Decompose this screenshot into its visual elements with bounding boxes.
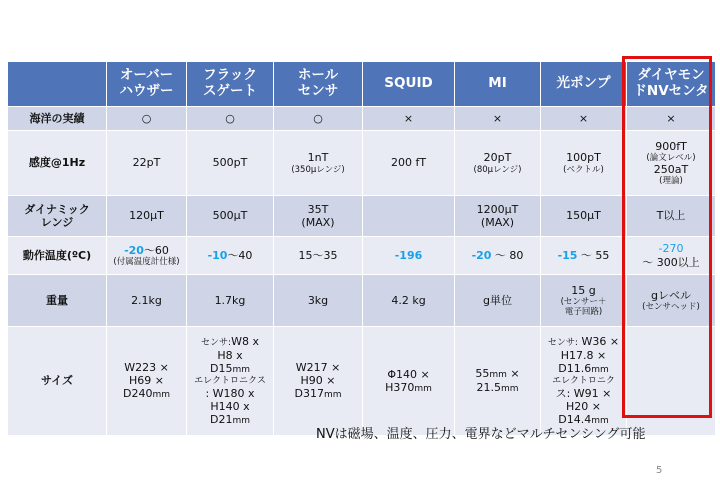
cell-value: Φ140 × H370mm [363,327,455,436]
cell-value: 150μT [541,196,627,237]
header-mi: MI [455,62,541,107]
cell-value: 1nT (350μレンジ) [274,131,363,196]
row-operating-temperature [8,237,716,275]
header-diamond-nv: ダイヤモン ドNVセンタ [627,62,716,107]
cell-value [363,196,455,237]
row-dynamic-range [8,196,716,237]
cell-value: 22pT [107,131,187,196]
cell-value: 900fT (論文レベル) 250aT (理論) [627,131,716,196]
cell-value: 1.7kg [187,275,274,327]
cell-value: 4.2 kg [363,275,455,327]
page-number: 5 [656,465,663,476]
row-label: 海洋の実績 [8,107,107,131]
row-ocean-record [8,107,716,131]
cell-value: 200 fT [363,131,455,196]
cell-value: -10〜40 [187,237,274,275]
header-overhauser: オーバー ハウザー [107,62,187,107]
row-sensitivity [8,131,716,196]
row-label: 重量 [8,275,107,327]
cell-value: 15 g (センサー＋ 電子回路) [541,275,627,327]
row-size [8,327,716,436]
cell-value: 3kg [274,275,363,327]
cell-value: 500μT [187,196,274,237]
cell-value: -196 [363,237,455,275]
cell-value: -20 〜 80 [455,237,541,275]
comparison-table [7,61,716,436]
cell-value: W223 × H69 × D240mm [107,327,187,436]
cell-value: -270 〜 300以上 [627,237,716,275]
header-fluxgate: フラック スゲート [187,62,274,107]
header-squid: SQUID [363,62,455,107]
cell-value: 15〜35 [274,237,363,275]
header-hall-sensor: ホール センサ [274,62,363,107]
cell-value: 2.1kg [107,275,187,327]
header-corner [8,62,107,107]
cell-value: ○ [107,107,187,131]
cell-value: センサ:W8 x H8 x D15mm エレクトロニクス : W180 x H140 x D21mm [187,327,274,436]
cell-value: 1200μT (MAX) [455,196,541,237]
cell-value: 500pT [187,131,274,196]
row-label: ダイナミック レンジ [8,196,107,237]
cell-value: gレベル (センサヘッド) [627,275,716,327]
cell-value: ○ [187,107,274,131]
cell-value: g単位 [455,275,541,327]
cell-value: 20pT (80μレンジ) [455,131,541,196]
cell-value: × [363,107,455,131]
row-label: 感度@1Hz [8,131,107,196]
highlight-box [622,56,712,418]
cell-value: T以上 [627,196,716,237]
cell-value: 100pT (ベクトル) [541,131,627,196]
cell-value: 55mm × 21.5mm [455,327,541,436]
footnote: NVは磁場、温度、圧力、電界などマルチセンシング可能 [316,427,646,442]
header-row [8,62,716,107]
cell-value: センサ: W36 × H17.8 × D11.6mm エレクトロニク ス: W91 × H20 × D14.4mm [541,327,627,436]
cell-value: -20〜60 (付属温度計仕様) [107,237,187,275]
cell-value: × [541,107,627,131]
row-label: サイズ [8,327,107,436]
cell-value: × [627,107,716,131]
row-label: 動作温度(ºC) [8,237,107,275]
cell-value: -15 〜 55 [541,237,627,275]
cell-value: × [455,107,541,131]
header-optical-pump: 光ポンプ [541,62,627,107]
row-weight [8,275,716,327]
cell-value: 120μT [107,196,187,237]
cell-value: ○ [274,107,363,131]
cell-value: 35T (MAX) [274,196,363,237]
cell-value: W217 × H90 × D317mm [274,327,363,436]
